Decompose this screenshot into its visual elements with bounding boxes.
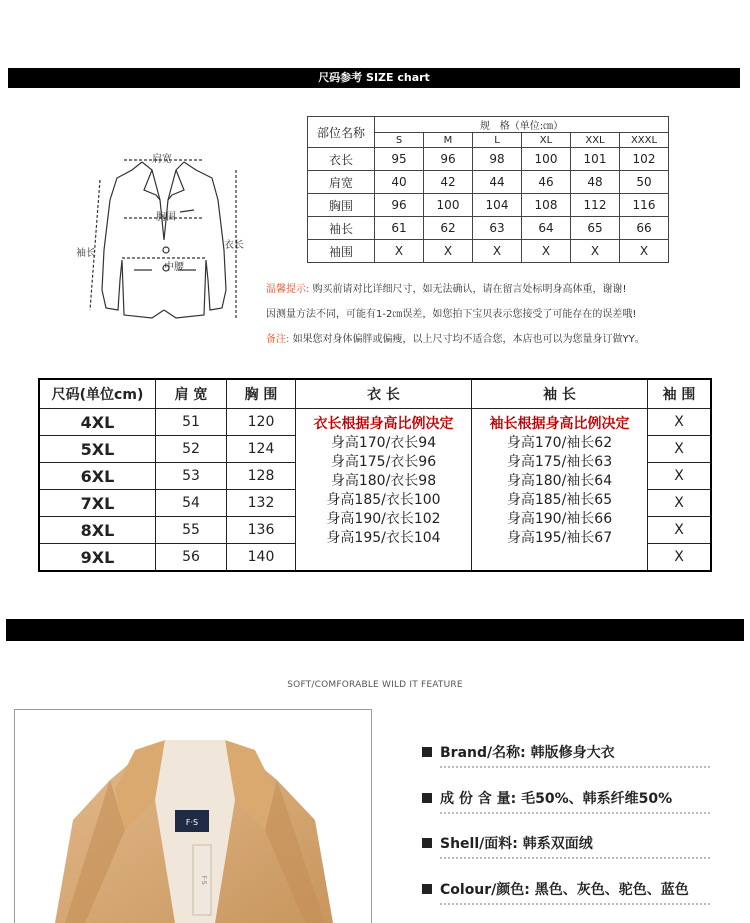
length-note (296, 409, 472, 572)
length-note-line: 身高170/衣长94 (330, 435, 437, 451)
divider (440, 857, 710, 859)
spec-header: 规 格（单位:㎝） (375, 117, 669, 133)
cell: X (571, 240, 620, 263)
divider (440, 766, 710, 768)
size-chart-title: 尺码参考 SIZE chart (318, 71, 430, 84)
cell: 96 (375, 194, 424, 217)
cell: 46 (522, 171, 571, 194)
tip-text: 购买前请对比详细尺寸，如无法确认，请在留言处标明身高体重，谢谢! (312, 284, 627, 295)
cuff-cell: X (648, 490, 712, 517)
bullet-icon (422, 884, 432, 894)
row-label: 衣长 (308, 148, 375, 171)
cell: 50 (620, 171, 669, 194)
cuff-cell: X (648, 463, 712, 490)
size-spec-table (307, 116, 669, 263)
cell: X (620, 240, 669, 263)
chest-cell: 120 (227, 409, 296, 436)
svg-text:F·S: F·S (200, 875, 207, 885)
tip-note (266, 280, 627, 295)
table-row (39, 409, 711, 436)
cell: X (375, 240, 424, 263)
length-note-line: 身高180/衣长98 (330, 473, 437, 489)
diagram-label-shoulder: 肩宽 (152, 154, 172, 165)
cell: 101 (571, 148, 620, 171)
cell: 44 (473, 171, 522, 194)
row-label: 肩宽 (308, 171, 375, 194)
spec-text: Colour/颜色: 黑色、灰色、驼色、蓝色 (440, 882, 689, 898)
cell: 48 (571, 171, 620, 194)
section-divider-bar (6, 619, 744, 641)
header-chest: 胸 围 (227, 379, 296, 409)
label-tag-text: F·S (185, 818, 199, 827)
table-row (308, 148, 669, 171)
divider (440, 903, 710, 905)
size-cell: 9XL (39, 544, 156, 572)
row-label: 胸围 (308, 194, 375, 217)
large-size-table (38, 378, 712, 572)
divider (440, 812, 710, 814)
sleeve-note-line: 身高170/袖长62 (506, 435, 613, 451)
size-header: M (424, 133, 473, 148)
cell: 116 (620, 194, 669, 217)
shoulder-cell: 51 (156, 409, 227, 436)
chest-cell: 124 (227, 436, 296, 463)
header-shoulder: 肩 宽 (156, 379, 227, 409)
size-cell: 6XL (39, 463, 156, 490)
cell: 64 (522, 217, 571, 240)
cell: 61 (375, 217, 424, 240)
row-label: 袖围 (308, 240, 375, 263)
shoulder-cell: 52 (156, 436, 227, 463)
size-cell: 7XL (39, 490, 156, 517)
cell: 112 (571, 194, 620, 217)
table-corner: 部位名称 (308, 117, 375, 148)
sleeve-note-line: 身高190/袖长66 (506, 511, 613, 527)
cell: 40 (375, 171, 424, 194)
header-length: 衣 长 (296, 379, 472, 409)
cell: 96 (424, 148, 473, 171)
size-header: L (473, 133, 522, 148)
spec-shell (422, 833, 593, 853)
size-cell: 4XL (39, 409, 156, 436)
sleeve-note (472, 409, 648, 572)
header-cuff: 袖 围 (648, 379, 712, 409)
remark-note (266, 330, 645, 345)
sleeve-note-line: 身高180/袖长64 (506, 473, 613, 489)
sleeve-note-line: 身高195/袖长67 (506, 530, 613, 546)
table-row (308, 240, 669, 263)
cell: 63 (473, 217, 522, 240)
cuff-cell: X (648, 436, 712, 463)
table-row (308, 194, 669, 217)
cell: X (473, 240, 522, 263)
length-note-line: 身高195/衣长104 (326, 530, 441, 546)
cell: 102 (620, 148, 669, 171)
cuff-cell: X (648, 517, 712, 544)
sleeve-note-line: 身高185/袖长65 (506, 492, 613, 508)
measurement-text: 因测量方法不同，可能有1-2㎝误差，如您拍下宝贝表示您接受了可能存在的误差哦! (266, 309, 637, 320)
cell: 42 (424, 171, 473, 194)
cell: 100 (522, 148, 571, 171)
header-sleeve: 袖 长 (472, 379, 648, 409)
spec-text: 成 份 含 量: 毛50%、韩系纤维50% (440, 791, 673, 807)
bullet-icon (422, 793, 432, 803)
product-photo (14, 709, 372, 923)
cell: 98 (473, 148, 522, 171)
size-header: XXXL (620, 133, 669, 148)
cell: 95 (375, 148, 424, 171)
shoulder-cell: 55 (156, 517, 227, 544)
shoulder-cell: 56 (156, 544, 227, 572)
cell: 104 (473, 194, 522, 217)
diagram-label-sleeve: 袖长 (76, 248, 96, 259)
sleeve-note-title: 袖长根据身高比例决定 (489, 416, 630, 432)
size-header: XXL (571, 133, 620, 148)
tip-label: 温馨提示: (266, 284, 310, 295)
cell: 66 (620, 217, 669, 240)
size-header: S (375, 133, 424, 148)
spec-colour (422, 879, 689, 899)
length-note-title: 衣长根据身高比例决定 (313, 416, 454, 432)
feature-title: SOFT/COMFORABLE WILD IT FEATURE (287, 680, 463, 690)
cell: 108 (522, 194, 571, 217)
length-note-line: 身高190/衣长102 (326, 511, 441, 527)
cell: 100 (424, 194, 473, 217)
cuff-cell: X (648, 544, 712, 572)
size-cell: 8XL (39, 517, 156, 544)
header-size: 尺码(单位cm) (39, 379, 156, 409)
cell: X (424, 240, 473, 263)
shoulder-cell: 54 (156, 490, 227, 517)
remark-text: 如果您对身体偏胖或偏瘦，以上尺寸均不适合您，本店也可以为您量身订做YY。 (292, 334, 645, 345)
chest-cell: 136 (227, 517, 296, 544)
cuff-cell: X (648, 409, 712, 436)
spec-brand (422, 742, 615, 762)
size-chart-title-bar (8, 68, 740, 88)
diagram-label-length: 衣长 (224, 240, 244, 251)
diagram-label-chest: 胸围 (156, 212, 176, 223)
chest-cell: 140 (227, 544, 296, 572)
measurement-note (266, 305, 636, 320)
size-cell: 5XL (39, 436, 156, 463)
cell: X (522, 240, 571, 263)
length-note-line: 身高175/衣长96 (330, 454, 437, 470)
diagram-label-waist: 中腰 (164, 262, 184, 273)
coat-image-icon (15, 710, 371, 923)
cell: 62 (424, 217, 473, 240)
chest-cell: 128 (227, 463, 296, 490)
spec-composition (422, 788, 672, 808)
bullet-icon (422, 838, 432, 848)
jacket-diagram (72, 140, 262, 350)
bullet-icon (422, 747, 432, 757)
cell: 65 (571, 217, 620, 240)
length-note-line: 身高185/衣长100 (326, 492, 441, 508)
table-row (308, 171, 669, 194)
table-row (308, 217, 669, 240)
shoulder-cell: 53 (156, 463, 227, 490)
spec-text: Shell/面料: 韩系双面绒 (440, 836, 593, 852)
row-label: 袖长 (308, 217, 375, 240)
remark-label: 备注: (266, 334, 290, 345)
sleeve-note-line: 身高175/袖长63 (506, 454, 613, 470)
chest-cell: 132 (227, 490, 296, 517)
size-header: XL (522, 133, 571, 148)
spec-text: Brand/名称: 韩版修身大衣 (440, 745, 615, 761)
